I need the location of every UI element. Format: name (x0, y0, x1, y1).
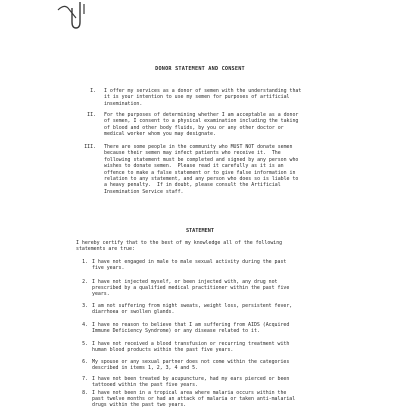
section-text: I offer my services as a donor of semen with the understanding that it is your intention to use my semen for purposes of artificial insemination. (104, 88, 302, 107)
section-numeral: I. (90, 88, 96, 94)
statement-item: I have not engaged in male to male sexual activity during the past five years. (92, 259, 287, 272)
statement-item: I have not injected myself, or been injected with, any drug not prescribed by a qualified medical practitioner within the past five years. (92, 279, 290, 298)
statement-item: I have not received a blood transfusion or recurring treatment with human blood products within the past five years. (92, 341, 290, 354)
item-number: 6. (82, 359, 88, 365)
section-numeral: III. (84, 144, 96, 150)
item-number: 8. (82, 390, 88, 396)
statement-item: I have not been in a tropical area where malaria occurs within the past twelve months or had an attack of malaria or taken anti-malarial drugs within the past two years. (92, 390, 296, 409)
statement-item: My spouse or any sexual partner does not come within the categories described in items 1, 2, 3, 4 and 5. (92, 359, 290, 372)
document-title: DONOR STATEMENT AND CONSENT (155, 66, 245, 72)
statement-intro: I hereby certify that to the best of my knowledge all of the following statements are true: (76, 240, 283, 253)
statement-item: I have not been treated by acupuncture, had my ears pierced or been tattooed within the past five years. (92, 376, 290, 389)
statement-heading: STATEMENT (185, 228, 215, 234)
item-number: 4. (82, 322, 88, 328)
paper-clip-icon (56, 0, 92, 36)
item-number: 1. (82, 259, 88, 265)
item-number: 7. (82, 376, 88, 382)
item-number: 3. (82, 303, 88, 309)
section-text: For the purposes of determining whether I am acceptable as a donor of semen, I consent to a physical examination including the taking of blood and other body fluids, by you or any other doctor or medical worker whom you may designate. (104, 112, 299, 138)
item-number: 5. (82, 341, 88, 347)
item-number: 2. (82, 279, 88, 285)
section-numeral: II. (87, 112, 96, 118)
section-text: There are some people in the community who MUST NOT donate semen because their semen may infect patients who receive it. The following statement must be completed and signed by any person who wishes to donate semen. Please read it carefully as it is an offence to make a false statement or to give false information in relation to any statement, and any person who does so is liable to a heavy penalty. If in doubt, please consult the Artificial Insemination Service staff. (104, 144, 299, 195)
statement-item: I am not suffering from night sweats, weight loss, persistent fever, diarrhoea or swollen glands. (92, 303, 293, 316)
statement-item: I have no reason to believe that I am suffering from AIDS (Acquired Immune Deficiency Syndrome) or any disease related to it. (92, 322, 290, 335)
